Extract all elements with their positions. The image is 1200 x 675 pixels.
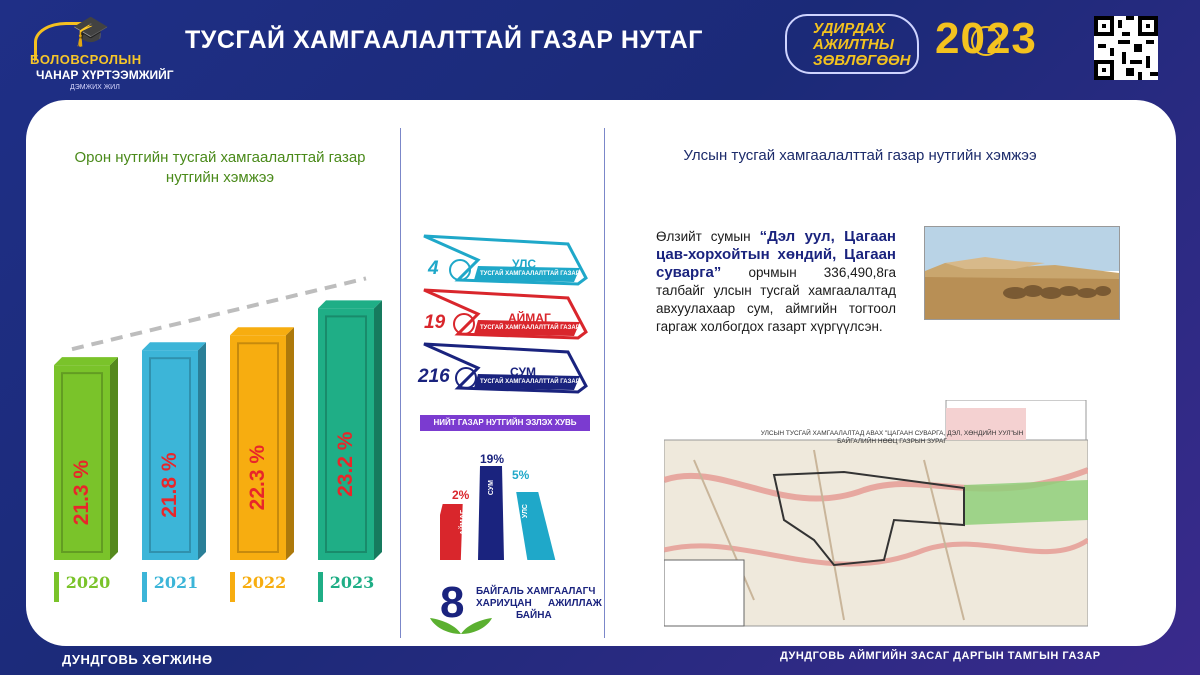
leaves-icon (426, 614, 496, 636)
protected-area-map (664, 400, 1088, 630)
logo (30, 14, 200, 91)
bar-side (198, 342, 206, 560)
graduation-cap-icon: 🎓 (72, 15, 110, 48)
bar-top (142, 342, 206, 350)
bar-2021 (142, 342, 206, 560)
soum-sub: ТУСГАЙ ХАМГААЛАЛТТАЙ ГАЗАР (480, 379, 580, 385)
aimag-count: 19 (424, 312, 446, 333)
bar-side (110, 357, 118, 560)
badge-line2: АЖИЛТНЫ (813, 36, 894, 53)
map-title: УЛСЫН ТУСГАЙ ХАМГААЛАЛТАД АВАХ "ЦАГААН СУВАРГА, ДЭЛ, ХӨНДИЙН УУЛ"ЫН БАЙГАЛИЙН НӨӨЦ ГАЗРЫН ЗУРАГ (760, 430, 1024, 445)
badge-line1: УДИРДАХ (813, 20, 886, 37)
footer-right: ДУНДГОВЬ АЙМГИЙН ЗАСАГ ДАРГЫН ТАМГЫН ГАЗАР (780, 650, 1101, 662)
share-banner: НИЙТ ГАЗАР НУТГИЙН ЭЗЛЭХ ХУВЬ (420, 415, 590, 431)
bar-side (374, 300, 382, 560)
national-sub: ТУСГАЙ ХАМГААЛАЛТТАЙ ГАЗАР (480, 271, 580, 277)
chart-title: Орон нутгийн тусгай хамгаалалттай газар нутгийн хэмжээ (74, 149, 366, 186)
bar-top (230, 327, 294, 335)
counts-infographic (418, 232, 598, 402)
share-shapes (440, 452, 560, 564)
rangers-count: 8 (440, 578, 465, 627)
camel-photo (924, 226, 1120, 320)
national-count: 4 (428, 258, 439, 279)
national-label: УЛС (512, 257, 537, 271)
year-marker (142, 572, 147, 602)
year-label: 2021 (153, 573, 199, 592)
state-emblem-icon (971, 26, 1001, 56)
soum-share-label: СУМ (488, 480, 495, 496)
bar-top (54, 357, 118, 365)
year-label: 2020 (65, 573, 111, 592)
divider-right (604, 128, 605, 638)
aimag-share-pct: 2% (452, 488, 470, 502)
rangers-line4: БАЙНА (516, 610, 552, 621)
soum-label: СУМ (510, 365, 536, 379)
soum-share-pct: 19% (480, 452, 505, 466)
year-label: 2022 (241, 573, 287, 592)
info-paragraph (656, 228, 896, 336)
share-mini-chart (440, 452, 560, 564)
bar-side (286, 327, 294, 560)
bar-2020 (54, 357, 118, 560)
rangers-line2: ХАРИУЦАН (476, 598, 532, 609)
bar-value-label: 21.8 % (158, 452, 181, 518)
meeting-badge (785, 14, 1035, 72)
info-text-bold: “Дэл уул, Цагаан цав-хорхойтын хөндий, Цагаан суварга” (656, 228, 896, 281)
aimag-sub: ТУСГАЙ ХАМГААЛАЛТТАЙ ГАЗАР (480, 325, 580, 331)
bar-top (318, 300, 382, 308)
logo-line3: ДЭМЖИХ ЖИЛ (70, 84, 120, 91)
rangers-line1: БАЙГАЛЬ ХАМГААЛАГЧ (476, 586, 596, 597)
info-text-pre: Өлзийт сумын (656, 229, 760, 244)
national-area-title: Улсын тусгай хамгаалалттай газар нутгийн хэмжээ (683, 147, 1037, 164)
aimag-label: АЙМАГ (508, 311, 551, 325)
national-share-label: УЛС (522, 504, 529, 519)
aimag-share-label: АЙМАГ (460, 510, 467, 535)
badge-line3: ЗӨВЛӨГӨӨН (813, 52, 911, 69)
bar-2022 (230, 327, 294, 560)
bar-value-label: 21.3 % (70, 459, 93, 526)
bar-chart (26, 180, 406, 610)
logo-line2: ЧАНАР ХҮРТЭЭМЖИЙГ (36, 68, 174, 82)
badge-year: 2023 (935, 14, 1037, 63)
bar-value-label: 22.3 % (246, 444, 269, 511)
year-marker (230, 572, 235, 602)
qr-code (1094, 16, 1158, 80)
year-label: 2023 (329, 573, 375, 592)
year-marker (318, 572, 323, 602)
info-text-post: орчмын 336,490,8га талбайг улсын тусгай хамгаалалтад авхуулахаар сум, аймгийн тогтоол гаргаж холбогдох газарт хүргүүлсэн. (656, 265, 896, 334)
footer-left: ДУНДГОВЬ ХӨГЖИНӨ (62, 652, 213, 667)
soum-count: 216 (418, 366, 450, 387)
national-share-pct: 5% (512, 468, 530, 482)
bar-value-label: 23.2 % (334, 431, 357, 497)
logo-line1: БОЛОВСРОЛЫН (30, 52, 142, 67)
rangers-line3: АЖИЛЛАЖ (548, 598, 602, 609)
year-marker (54, 572, 59, 602)
page-title: ТУСГАЙ ХАМГААЛАЛТТАЙ ГАЗАР НУТАГ (185, 26, 703, 54)
bar-2023 (318, 300, 382, 560)
